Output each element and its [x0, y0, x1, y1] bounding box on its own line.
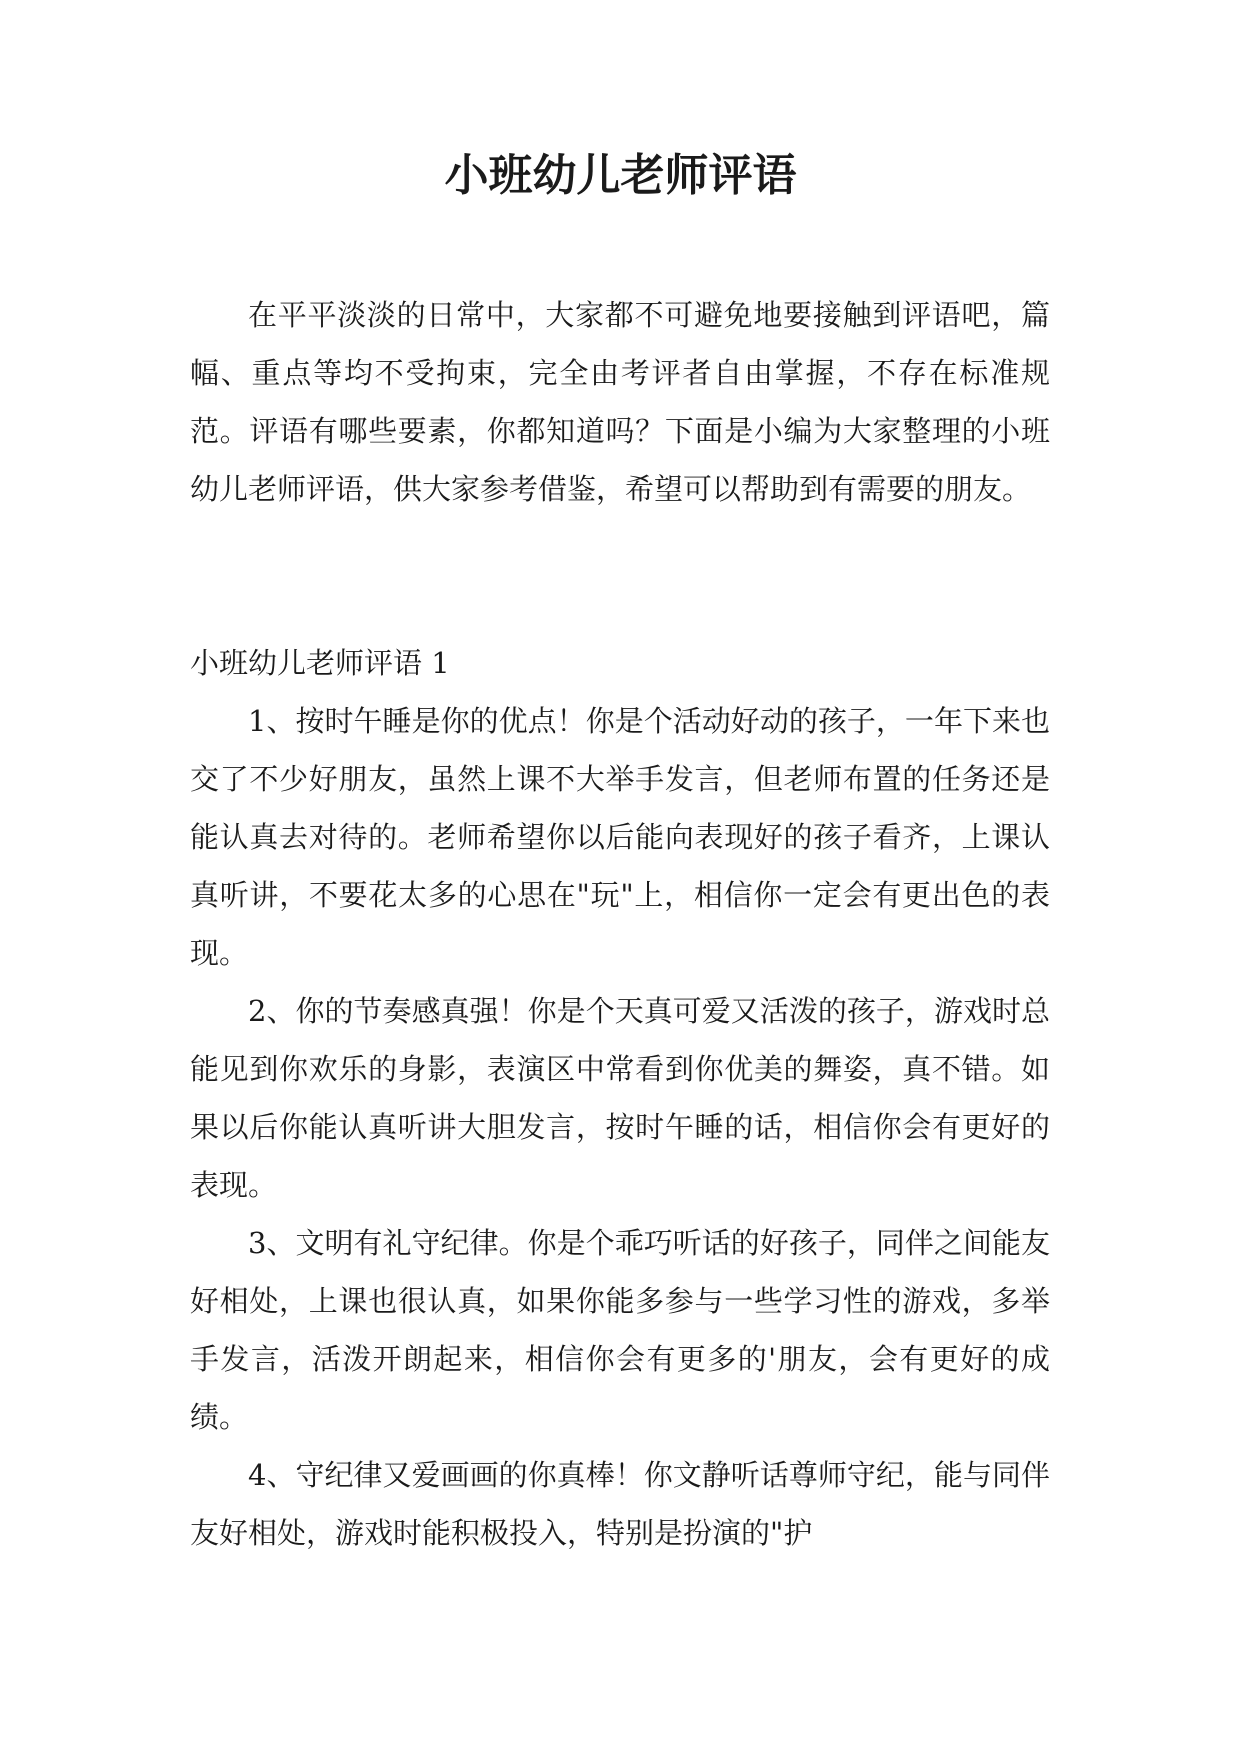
evaluation-item-1: 1、按时午睡是你的优点！你是个活动好动的孩子，一年下来也交了不少好朋友，虽然上课不大举手发言，但老师布置的任务还是能认真去对待的。老师希望你以后能向表现好的孩子看齐，上课认真听讲，不要花太多的心思在"玩"上，相信你一定会有更出色的表现。 — [190, 704, 1050, 970]
evaluation-item-2: 2、你的节奏感真强！你是个天真可爱又活泼的孩子，游戏时总能见到你欢乐的身影，表演区中常看到你优美的舞姿，真不错。如果以后你能认真听讲大胆发言，按时午睡的话，相信你会有更好的表现。 — [190, 994, 1050, 1202]
evaluation-item-3: 3、文明有礼守纪律。你是个乖巧听话的好孩子，同伴之间能友好相处，上课也很认真，如果你能多参与一些学习性的游戏，多举手发言，活泼开朗起来，相信你会有更多的'朋友，会有更好的成绩。 — [190, 1226, 1050, 1434]
intro-paragraph: 在平平淡淡的日常中，大家都不可避免地要接触到评语吧，篇幅、重点等均不受拘束，完全由考评者自由掌握，不存在标准规范。评语有哪些要素，你都知道吗？下面是小编为大家整理的小班幼儿老师评语，供大家参考借鉴，希望可以帮助到有需要的朋友。 — [190, 298, 1050, 506]
document-title: 小班幼儿老师评语 — [444, 150, 797, 201]
evaluation-list — [190, 692, 1050, 1562]
section-heading: 小班幼儿老师评语 1 — [190, 646, 450, 680]
evaluation-item-4: 4、守纪律又爱画画的你真棒！你文静听话尊师守纪，能与同伴友好相处，游戏时能积极投入，特别是扮演的"护 — [190, 1458, 1050, 1550]
